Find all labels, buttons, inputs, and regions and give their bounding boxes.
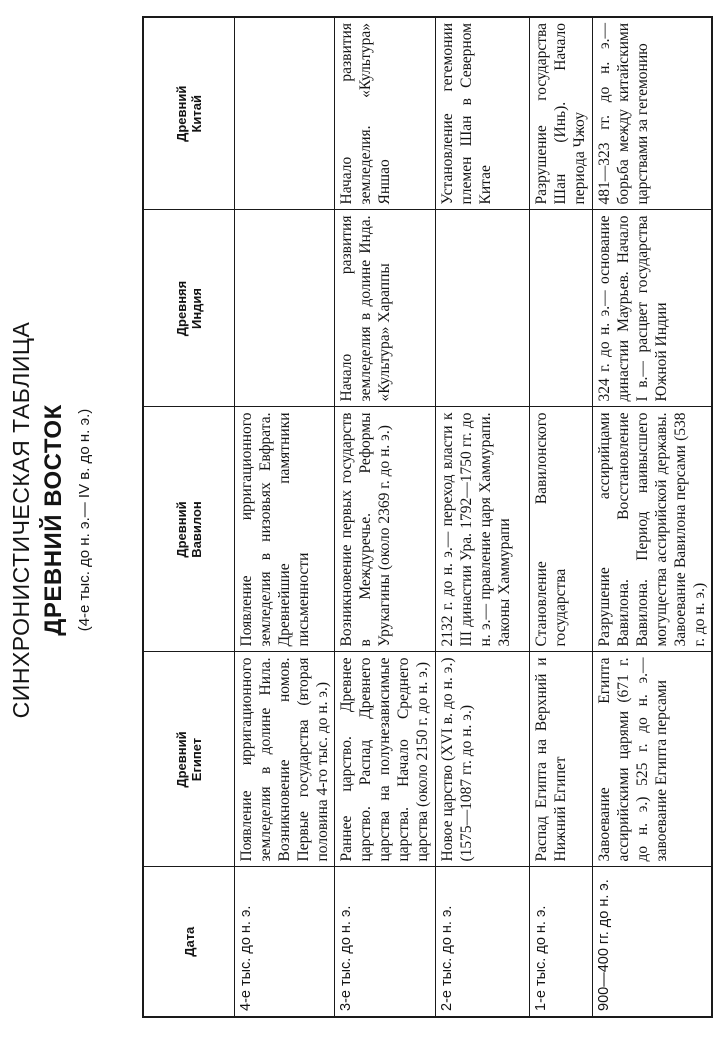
cell-india bbox=[235, 210, 335, 407]
cell-egypt: Новое царство (XVI в. до н. э.) (1575—1087 гг. до н. э.) bbox=[436, 652, 530, 867]
cell-india: Начало развития земледелия в долине Инда. «Культура» Хараппы bbox=[335, 210, 436, 407]
cell-babylon: Становление Вавилонского государства bbox=[530, 407, 593, 652]
cell-egypt: Завоевание Египта ассирийскими царями (671 г. до н. э.) 525 г. до н. э.— завоевание Египта персами bbox=[593, 652, 713, 867]
table-row bbox=[235, 17, 335, 1017]
header-babylon bbox=[143, 407, 235, 652]
header-babylon-line1: Древний bbox=[174, 501, 189, 558]
header-china-line2: Китай bbox=[189, 95, 204, 133]
cell-babylon: Возникновение первых государств в Междуречье. Реформы Урукагины (около 2369 г. до н. э.) bbox=[335, 407, 436, 652]
cell-date: 900—400 гг. до н. э. bbox=[593, 867, 713, 1017]
cell-date: 1-е тыс. до н. э. bbox=[530, 867, 593, 1017]
header-egypt bbox=[143, 652, 235, 867]
cell-date: 2-е тыс. до н. э. bbox=[436, 867, 530, 1017]
cell-egypt: Появление ирригационного земледелия в долине Нила. Возникновение номов. Первые государства (вторая половина 4-го тыс. до н. э.) bbox=[235, 652, 335, 867]
header-egypt-line1: Древний bbox=[174, 731, 189, 788]
header-china bbox=[143, 17, 235, 210]
table-period: (4-е тыс. до н. э.— IV в. до н. э.) bbox=[76, 408, 93, 632]
cell-china: Установление гегемонии племен Шан в Северном Китае bbox=[436, 17, 530, 210]
table-row bbox=[530, 17, 593, 1017]
header-row bbox=[143, 17, 235, 1017]
table-title: ДРЕВНИЙ ВОСТОК bbox=[40, 404, 67, 636]
header-date bbox=[143, 867, 235, 1017]
synchronistic-table bbox=[142, 16, 713, 1018]
header-babylon-line2: Вавилон bbox=[189, 501, 204, 558]
cell-babylon: 2132 г. до н. э.— переход власти к III династии Ура. 1792—1750 гг. до н. э.— правление царя Хаммурапи. Законы Хаммурапи bbox=[436, 407, 530, 652]
cell-india: 324 г. до н. э.— основание династии Маурьев. Начало I в.— расцвет государства Южной Индии bbox=[593, 210, 713, 407]
header-india-line1: Древняя bbox=[174, 280, 189, 337]
table-row bbox=[593, 17, 713, 1017]
cell-date: 4-е тыс. до н. э. bbox=[235, 867, 335, 1017]
cell-india bbox=[436, 210, 530, 407]
cell-china: Разрушение государства Шан (Инь). Начало периода Чжоу bbox=[530, 17, 593, 210]
header-india-line2: Индия bbox=[189, 287, 204, 330]
header-china-line1: Древний bbox=[174, 85, 189, 142]
cell-babylon: Появление ирригационного земледелия в низовьях Евфрата. Древнейшие памятники письменности bbox=[235, 407, 335, 652]
cell-egypt: Распад Египта на Верхний и Нижний Египет bbox=[530, 652, 593, 867]
header-egypt-line2: Египет bbox=[189, 737, 204, 782]
header-india bbox=[143, 210, 235, 407]
table-supertitle: СИНХРОНИСТИЧЕСКАЯ ТАБЛИЦА bbox=[8, 321, 34, 719]
cell-china bbox=[235, 17, 335, 210]
cell-china: 481—323 гг. до н. э.— борьба между китайскими царствами за гегемонию bbox=[593, 17, 713, 210]
cell-india bbox=[530, 210, 593, 407]
cell-china: Начало развития земледелия. «Культура» Яншао bbox=[335, 17, 436, 210]
header-date-label: Дата bbox=[181, 926, 197, 957]
cell-date: 3-е тыс. до н. э. bbox=[335, 867, 436, 1017]
table-row bbox=[335, 17, 436, 1017]
cell-egypt: Раннее царство. Древнее царство. Распад Древнего царства на полунезависимые царства. Начало Среднего царства (около 2150 г. до н. э.) bbox=[335, 652, 436, 867]
cell-babylon: Разрушение ассирийцами Вавилона. Восстановление Вавилона. Период наивысшего могущества ассирийской державы. Завоевание Вавилона персами (538 г. до н. э.) bbox=[593, 407, 713, 652]
table-row bbox=[436, 17, 530, 1017]
